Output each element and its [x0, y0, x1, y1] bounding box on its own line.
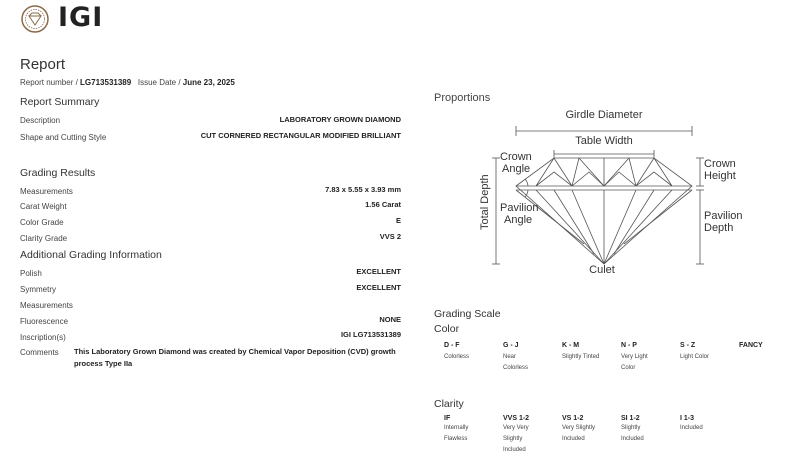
clarity-code-vs: VS 1-2 — [562, 415, 584, 422]
igi-logo — [20, 4, 130, 32]
clarity-desc-vs: Very Slightly Included — [562, 425, 596, 442]
report-number-label: Report number / — [20, 78, 81, 87]
carat-weight-label: Carat Weight — [20, 202, 67, 211]
color-desc-np: Very Light Color — [621, 354, 648, 371]
color-desc-gj: Near Colorless — [503, 354, 529, 371]
girdle-diameter-label: Girdle Diameter — [565, 109, 643, 121]
description-value: LABORATORY GROWN DIAMOND — [279, 115, 401, 124]
polish-label: Polish — [20, 269, 42, 278]
shape-label: Shape and Cutting Style — [20, 133, 107, 142]
issue-date: June 23, 2025 — [182, 78, 235, 87]
measurements-value: 7.83 x 5.55 x 3.93 mm — [325, 185, 401, 194]
crown-angle-label-1: Crown — [500, 151, 532, 163]
color-desc-km: Slightly Tinted — [562, 354, 600, 360]
total-depth-label: Total Depth — [479, 174, 491, 230]
symmetry-label: Symmetry — [20, 285, 56, 294]
grading-scale-heading: Grading Scale — [434, 308, 501, 320]
brand-name: IGI — [58, 2, 104, 33]
report-number: LG713531389 — [80, 78, 132, 87]
comments-label: Comments — [20, 348, 59, 357]
clarity-grade-label: Clarity Grade — [20, 234, 68, 243]
measurements-extra-label: Measurements — [20, 301, 73, 310]
comments-text: This Laboratory Grown Diamond was created by Chemical Vapor Deposition (CVD) growth process Type IIa — [74, 347, 396, 368]
issue-date-label: Issue Date / — [137, 78, 183, 87]
fluorescence-value: NONE — [379, 315, 401, 324]
clarity-desc-vvs: Very Very Slightly Included — [503, 425, 529, 453]
color-code-np: N - P — [621, 342, 637, 349]
pavilion-angle-label-1: Pavilion — [500, 202, 539, 214]
color-desc-df: Colorless — [444, 354, 470, 360]
report-title: Report — [20, 56, 66, 73]
clarity-desc-if: Internally Flawless — [444, 425, 469, 442]
clarity-code-if: IF — [444, 415, 451, 422]
clarity-desc-si: Slightly Included — [621, 425, 644, 442]
shape-value: CUT CORNERED RECTANGULAR MODIFIED BRILLIANT — [200, 131, 401, 140]
proportions-heading: Proportions — [434, 92, 491, 104]
inscription-label: Inscription(s) — [20, 333, 66, 342]
carat-weight-value: 1.56 Carat — [365, 200, 401, 209]
clarity-code-vvs: VVS 1-2 — [503, 415, 530, 422]
proportions-diagram — [474, 104, 774, 276]
color-grade-label: Color Grade — [20, 218, 64, 227]
fluorescence-label: Fluorescence — [20, 317, 69, 326]
measurements-label: Measurements — [20, 187, 73, 196]
color-code-fancy: FANCY — [739, 342, 763, 349]
table-width-label: Table Width — [575, 135, 633, 147]
culet-label: Culet — [589, 264, 615, 276]
crown-angle-label-2: Angle — [502, 163, 531, 175]
color-scale-heading: Color — [434, 323, 460, 335]
description-label: Description — [20, 116, 61, 125]
pavilion-angle-label-2: Angle — [504, 214, 533, 226]
report-meta — [20, 78, 235, 87]
color-grade-value: E — [395, 216, 401, 225]
clarity-code-si: SI 1-2 — [621, 415, 640, 422]
polish-value: EXCELLENT — [356, 267, 401, 276]
color-desc-sz: Light Color — [680, 354, 710, 360]
clarity-grade-value: VVS 2 — [379, 232, 401, 241]
clarity-scale-heading: Clarity — [434, 398, 464, 410]
crown-height-label-1: Crown — [704, 158, 736, 170]
pavilion-depth-label-2: Depth — [704, 222, 734, 234]
igi-seal-icon — [20, 4, 50, 34]
color-code-df: D - F — [444, 342, 460, 349]
color-code-gj: G - J — [503, 342, 519, 349]
clarity-desc-i: Included — [680, 425, 703, 431]
inscription-value: IGI LG713531389 — [340, 330, 401, 339]
pavilion-depth-label-1: Pavilion — [704, 210, 743, 222]
additional-info-heading: Additional Grading Information — [20, 249, 162, 261]
crown-height-label-2: Height — [704, 170, 736, 182]
symmetry-value: EXCELLENT — [356, 283, 401, 292]
color-code-km: K - M — [562, 342, 580, 349]
report-summary-heading: Report Summary — [20, 96, 100, 108]
color-code-sz: S - Z — [680, 342, 696, 349]
grading-results-heading: Grading Results — [20, 167, 96, 179]
clarity-code-i: I 1-3 — [680, 415, 695, 422]
